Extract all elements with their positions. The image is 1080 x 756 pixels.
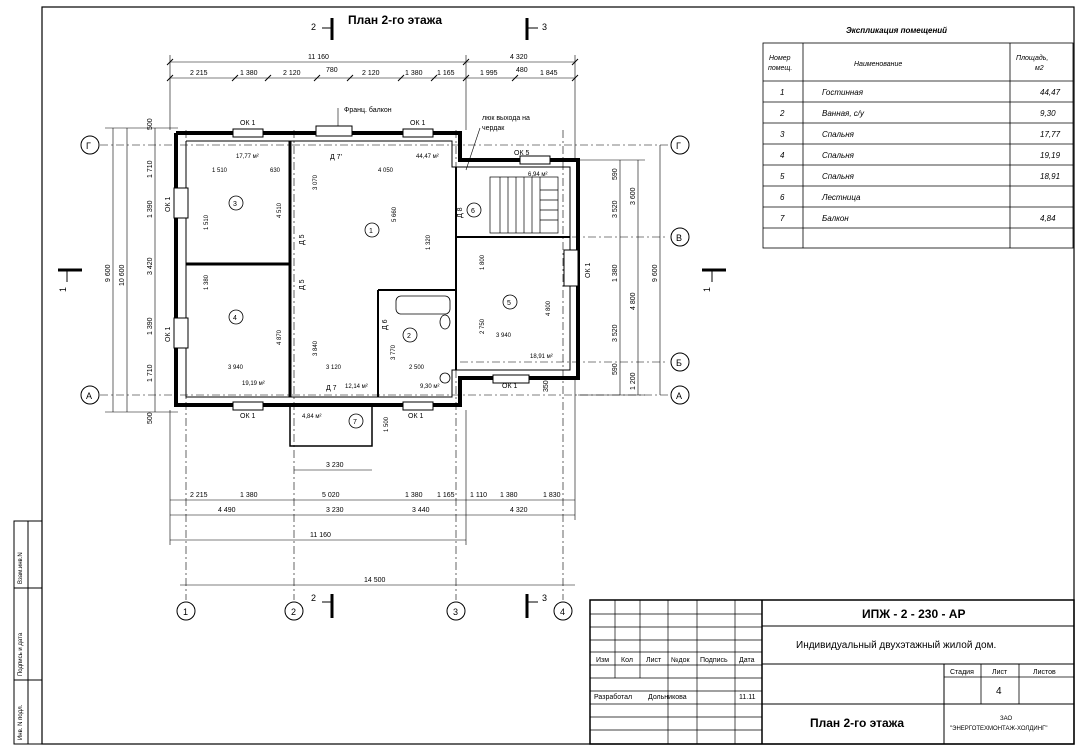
table-cell-name: Ванная, с/у bbox=[822, 109, 864, 118]
room-area: 6,94 м² bbox=[528, 172, 548, 178]
balcony-note: Франц. балкон bbox=[344, 107, 392, 114]
room-area: 44,47 м² bbox=[416, 154, 439, 160]
stamp-col: Изм bbox=[596, 657, 610, 664]
explication-header-num: Номер bbox=[769, 55, 791, 62]
sheet-frame bbox=[42, 7, 1074, 744]
room-area: 4,84 м² bbox=[302, 414, 322, 420]
dim-bottom-overall: 14 500 bbox=[364, 577, 386, 584]
dim-bottom-chain: 1 380 bbox=[500, 492, 518, 499]
axis-3: 3 bbox=[453, 607, 459, 617]
dim-inner: 1 800 bbox=[480, 254, 486, 270]
stamp-project: Индивидуальный двухэтажный жилой дом. bbox=[796, 640, 997, 651]
dim-inner: 3 940 bbox=[228, 365, 244, 371]
dim-top-total-right: 4 320 bbox=[510, 54, 528, 61]
table-cell-name: Лестница bbox=[822, 193, 861, 202]
section-label: 2 bbox=[311, 593, 317, 603]
stamp-col: Кол bbox=[621, 657, 633, 664]
axis-g-right: Г bbox=[676, 141, 681, 151]
plan-title: План 2-го этажа bbox=[348, 13, 443, 27]
room-area: 12,14 м² bbox=[345, 384, 368, 390]
stamp-date: 11.11 bbox=[739, 694, 756, 701]
section-label: 1 bbox=[702, 286, 712, 292]
section-mark-2-bottom bbox=[311, 593, 332, 618]
section-mark-1-left bbox=[58, 270, 82, 292]
stamp-sheets-label: Листов bbox=[1033, 669, 1056, 676]
dim-right: 3 520 bbox=[612, 324, 619, 342]
table-cell-area: 4,84 bbox=[1040, 214, 1056, 223]
dim-bottom-2: 3 440 bbox=[412, 507, 430, 514]
dim-inner: 5 660 bbox=[392, 206, 398, 222]
dim-right: 1 200 bbox=[630, 372, 637, 390]
stamp-org: ЗАО bbox=[1000, 716, 1013, 722]
axis-a-left: А bbox=[86, 391, 93, 401]
window-ok1: ОК 1 bbox=[165, 196, 172, 212]
axis-1: 1 bbox=[183, 607, 189, 617]
dim-top-chain: 1 380 bbox=[405, 70, 423, 77]
window-ok1: ОК 1 bbox=[408, 413, 424, 420]
dim-inner: 4 510 bbox=[277, 202, 283, 218]
dim-top-chain: 2 120 bbox=[283, 70, 301, 77]
dim-left: 500 bbox=[147, 118, 154, 130]
stamp-developer: Дольникова bbox=[648, 694, 687, 701]
room-area: 18,91 м² bbox=[530, 354, 553, 360]
dim-right: 590 bbox=[612, 168, 619, 180]
door-d5: Д 5 bbox=[299, 234, 306, 245]
dim-top-chain: 1 165 bbox=[437, 70, 455, 77]
explication-header-name: Наименование bbox=[854, 61, 903, 68]
stamp-col: №док bbox=[671, 657, 690, 664]
stamp-developed-label: Разработал bbox=[594, 694, 633, 701]
dim-bottom-2: 4 490 bbox=[218, 507, 236, 514]
dim-top-mid-480: 480 bbox=[516, 67, 528, 74]
dim-bottom-chain: 2 215 bbox=[190, 492, 208, 499]
stamp-col: Дата bbox=[739, 657, 755, 664]
axis-v-right: В bbox=[676, 233, 683, 243]
window-ok1: ОК 1 bbox=[410, 120, 426, 127]
door-d7p: Д 7' bbox=[330, 154, 342, 161]
dim-inner: 1 380 bbox=[204, 274, 210, 290]
table-cell-num: 2 bbox=[780, 109, 785, 118]
door-d8: Д 8 bbox=[457, 207, 464, 218]
dim-inner: 1 510 bbox=[212, 168, 228, 174]
room-markers bbox=[229, 196, 517, 428]
dim-inner: 1 500 bbox=[384, 416, 390, 432]
dim-bottom-2: 3 230 bbox=[326, 507, 344, 514]
axis-a-right: А bbox=[676, 391, 683, 401]
dim-left: 1 710 bbox=[147, 364, 154, 382]
table-cell-num: 5 bbox=[780, 172, 785, 181]
dim-left: 3 420 bbox=[147, 257, 154, 275]
dim-left: 1 390 bbox=[147, 317, 154, 335]
section-mark-1-right bbox=[702, 270, 726, 292]
table-cell-name: Спальня bbox=[822, 172, 854, 181]
room-area: 17,77 м² bbox=[236, 154, 259, 160]
window-ok1: ОК 1 bbox=[240, 120, 256, 127]
explication-header-area: Площадь, bbox=[1016, 55, 1049, 62]
axis-2: 2 bbox=[291, 607, 297, 617]
table-cell-name: Спальня bbox=[822, 130, 854, 139]
table-cell-num: 3 bbox=[780, 130, 785, 139]
dim-left: 500 bbox=[147, 412, 154, 424]
dim-bottom-chain: 1 165 bbox=[437, 492, 455, 499]
window-ok5: ОК 5 bbox=[514, 150, 530, 157]
hatch-note: люк выхода на bbox=[482, 115, 530, 122]
dim-left-total: 9 600 bbox=[105, 264, 112, 282]
dim-bottom-chain: 1 380 bbox=[240, 492, 258, 499]
dim-inner: 4 870 bbox=[277, 329, 283, 345]
dim-bottom-chain: 5 020 bbox=[322, 492, 340, 499]
window-ok1: ОК 1 bbox=[240, 413, 256, 420]
axis-b-right: Б bbox=[676, 358, 682, 368]
dim-right-total: 9 600 bbox=[652, 264, 659, 282]
side-label-replace: Взам.инв.N bbox=[18, 552, 24, 584]
dim-top-chain: 1 380 bbox=[240, 70, 258, 77]
axis-g-left: Г bbox=[86, 141, 91, 151]
room-num: 3 bbox=[233, 201, 237, 208]
stamp-org: "ЭНЕРГОТЕХМОНТАЖ-ХОЛДИНГ" bbox=[950, 726, 1048, 732]
dim-inner: 1 320 bbox=[426, 234, 432, 250]
room-num: 5 bbox=[507, 300, 511, 307]
axis-bubbles bbox=[81, 136, 689, 620]
dim-inner: 630 bbox=[270, 168, 281, 174]
dim-left: 1 390 bbox=[147, 200, 154, 218]
dim-bottom-chain: 1 380 bbox=[405, 492, 423, 499]
dim-right: 350 bbox=[543, 380, 550, 392]
window-ok1: ОК 1 bbox=[585, 262, 592, 278]
table-cell-area: 19,19 bbox=[1040, 151, 1061, 160]
room-num: 1 bbox=[369, 228, 373, 235]
dim-right-total2: 4 800 bbox=[630, 292, 637, 310]
dim-bottom-total: 11 160 bbox=[310, 532, 331, 539]
section-mark-3-top bbox=[527, 18, 547, 40]
side-label-signature: Подпись и дата bbox=[18, 632, 24, 676]
dim-left: 1 710 bbox=[147, 160, 154, 178]
table-cell-area: 9,30 bbox=[1040, 109, 1056, 118]
dim-top-chain: 1 845 bbox=[540, 70, 558, 77]
stamp-code: ИПЖ - 2 - 230 - АР bbox=[862, 607, 966, 621]
dim-bottom-chain: 1 830 bbox=[543, 492, 561, 499]
hatch-leader bbox=[466, 128, 480, 170]
table-cell-name: Гостинная bbox=[822, 88, 863, 97]
table-cell-area: 18,91 bbox=[1040, 172, 1061, 181]
window-ok1: ОК 1 bbox=[165, 326, 172, 342]
dim-top-chain: 2 215 bbox=[190, 70, 208, 77]
table-cell-name: Балкон bbox=[822, 214, 849, 223]
dim-lines-left bbox=[105, 128, 178, 412]
dim-top-mid-780: 780 bbox=[326, 67, 338, 74]
stamp-stage-label: Стадия bbox=[950, 669, 974, 676]
dim-inner: 4 800 bbox=[546, 300, 552, 316]
window-ok1: ОК 1 bbox=[502, 383, 518, 390]
room-num: 2 bbox=[407, 333, 411, 340]
dim-bottom-3230: 3 230 bbox=[326, 462, 344, 469]
room-num: 7 bbox=[353, 419, 357, 426]
hatch-note: чердак bbox=[482, 125, 505, 132]
dim-inner: 3 940 bbox=[496, 333, 512, 339]
explication-header-num: помещ. bbox=[768, 65, 793, 72]
dim-right-total1: 3 600 bbox=[630, 187, 637, 205]
dim-top-chain: 1 995 bbox=[480, 70, 498, 77]
table-cell-num: 7 bbox=[780, 214, 785, 223]
table-cell-area: 44,47 bbox=[1040, 88, 1061, 97]
door-d6: Д 6 bbox=[382, 319, 389, 330]
section-label: 1 bbox=[58, 286, 68, 292]
section-label: 2 bbox=[311, 22, 317, 32]
stamp-sheet-title: План 2-го этажа bbox=[810, 716, 905, 730]
dim-right: 3 520 bbox=[612, 200, 619, 218]
dim-left-overall: 10 600 bbox=[119, 264, 126, 286]
room-num: 4 bbox=[233, 315, 237, 322]
dim-right: 1 380 bbox=[612, 264, 619, 282]
dim-top-chain: 2 120 bbox=[362, 70, 380, 77]
room-area: 9,30 м² bbox=[420, 384, 440, 390]
side-label-inventory: Инв. N подл. bbox=[18, 704, 24, 740]
explication-table bbox=[763, 43, 1073, 248]
dim-right: 590 bbox=[612, 363, 619, 375]
dim-inner: 2 500 bbox=[409, 365, 425, 371]
dim-bottom-chain: 1 110 bbox=[470, 492, 487, 499]
dim-inner: 3 120 bbox=[326, 365, 342, 371]
door-d7: Д 7 bbox=[326, 385, 337, 392]
dim-inner: 4 050 bbox=[378, 168, 394, 174]
section-mark-3-bottom bbox=[527, 593, 547, 618]
dim-inner: 1 510 bbox=[204, 214, 210, 230]
explication-header-area: м2 bbox=[1035, 65, 1044, 72]
table-cell-name: Спальня bbox=[822, 151, 854, 160]
stamp-sheet-num: 4 bbox=[996, 686, 1002, 697]
room-num: 6 bbox=[471, 208, 475, 215]
section-label: 3 bbox=[542, 22, 548, 32]
stamp-col: Лист bbox=[646, 657, 662, 664]
staircase bbox=[490, 177, 558, 233]
table-cell-num: 1 bbox=[780, 88, 785, 97]
section-mark-2-top bbox=[311, 18, 332, 40]
table-cell-num: 6 bbox=[780, 193, 785, 202]
dim-inner: 3 770 bbox=[391, 344, 397, 360]
axis-4: 4 bbox=[560, 607, 566, 617]
dim-bottom-2: 4 320 bbox=[510, 507, 528, 514]
room-area: 19,19 м² bbox=[242, 381, 265, 387]
dim-inner: 2 750 bbox=[480, 318, 486, 334]
dim-inner: 3 840 bbox=[313, 340, 319, 356]
table-cell-area: 17,77 bbox=[1040, 130, 1061, 139]
stamp-col: Подпись bbox=[700, 657, 728, 664]
dim-inner: 3 070 bbox=[313, 174, 319, 190]
section-label: 3 bbox=[542, 593, 548, 603]
explication-title: Экспликация помещений bbox=[846, 26, 948, 35]
door-d5: Д 5 bbox=[299, 279, 306, 290]
stamp-sheet-label: Лист bbox=[992, 669, 1008, 676]
dim-top-total: 11 160 bbox=[308, 54, 329, 61]
table-cell-num: 4 bbox=[780, 151, 785, 160]
